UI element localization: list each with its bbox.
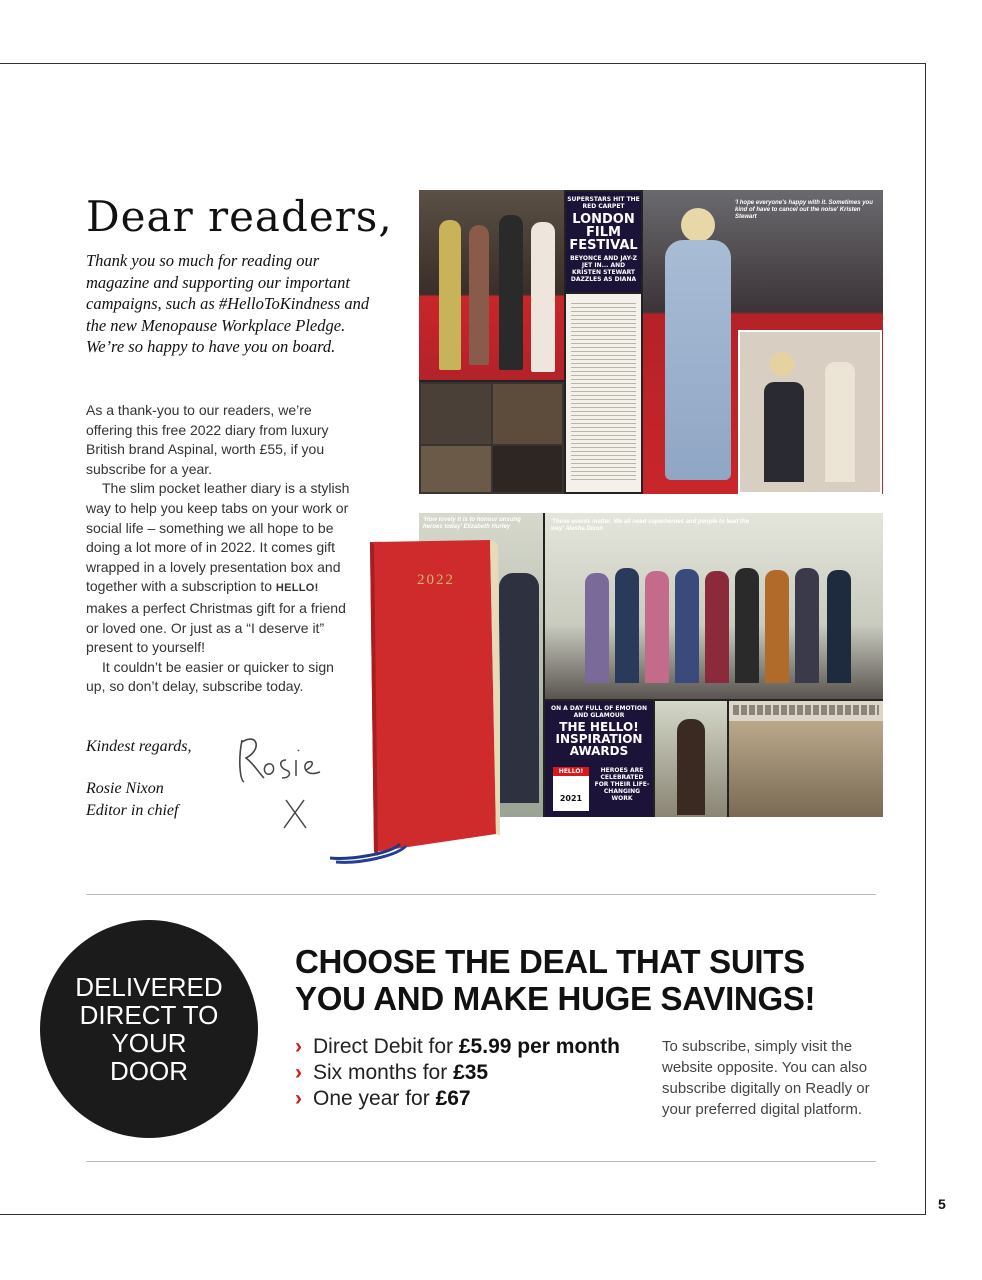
offer-price: £5.99 per month <box>458 1035 620 1058</box>
letter-body <box>86 401 351 697</box>
offer-label: Direct Debit for <box>313 1035 459 1058</box>
alesha-quote: 'These events matter. We all need superheroes and people to lead the way' Alesha Dixon <box>551 519 750 532</box>
kristen-quote: 'I hope everyone's happy with it. Sometimes you kind of have to cancel out the noise' Kristen Stewart <box>735 200 873 220</box>
offer-price: £35 <box>453 1061 489 1084</box>
offer-item[interactable] <box>295 1086 620 1112</box>
delivered-badge-text: DELIVERED DIRECT TO YOUR DOOR <box>75 972 223 1086</box>
spread-headline-sub: BEYONCE AND JAY-Z JET IN... AND KRISTEN STEWART DAZZLES AS DIANA <box>570 255 637 283</box>
offer-label: One year for <box>313 1087 436 1110</box>
letter-paragraph-2 <box>86 479 351 657</box>
offer-item[interactable] <box>295 1060 620 1086</box>
offer-item[interactable] <box>295 1034 620 1060</box>
letter-intro: Thank you so much for reading our magazine and supporting our important campaigns, such as #HelloToKindness and the new Menopause Workplace Pledge. We’re so happy to have you on board. <box>86 251 370 356</box>
aspinal-diary-image <box>330 534 500 864</box>
delivered-badge <box>40 920 258 1138</box>
awards-badge-year: 2021 <box>559 794 583 803</box>
premiere-inset-photo <box>738 330 882 494</box>
divider-bottom <box>86 1161 876 1162</box>
offer-list <box>295 1034 620 1112</box>
awards-headline-box <box>545 701 653 817</box>
spread-headline-box <box>566 192 641 292</box>
event-photos-grid <box>419 382 564 494</box>
spread-headline-big: LONDON FILM FESTIVAL <box>569 212 638 253</box>
spread-headline-small: SUPERSTARS HIT THE RED CARPET <box>567 196 640 210</box>
hurley-quote: 'How lovely it is to honour unsung heroes today' Elizabeth Hurley <box>423 517 521 530</box>
editor-name: Rosie Nixon <box>86 780 164 797</box>
offer-price: £67 <box>435 1087 471 1110</box>
awards-group-photo <box>545 513 883 699</box>
awards-badge <box>553 767 589 811</box>
diary-year: 2022 <box>417 572 455 588</box>
divider-top <box>86 894 876 895</box>
letter-paragraph-3: It couldn’t be easier or quicker to sign up, so don’t delay, subscribe today. <box>86 658 334 695</box>
letter-paragraph-2b: makes a perfect Christmas gift for a friend or loved one. Or just as a “I deserve it” present to yourself! <box>86 599 346 656</box>
awards-headline: THE HELLO! INSPIRATION AWARDS <box>555 720 643 758</box>
letter-title: Dear readers, <box>86 192 393 241</box>
page-number: 5 <box>938 1196 946 1212</box>
kristen-stewart-photo <box>643 190 883 494</box>
letter-paragraph-1: As a thank-you to our readers, we’re offering this free 2022 diary from luxury British brand Aspinal, worth £55, if you subscribe for a year. <box>86 402 329 477</box>
ceremony-photos <box>729 701 883 817</box>
chevron-right-icon: › <box>295 1035 302 1058</box>
offer-label: Six months for <box>313 1061 454 1084</box>
presenter-photo <box>655 701 727 817</box>
awards-badge-logo: HELLO! <box>553 767 589 776</box>
article-text-column <box>566 294 641 492</box>
awards-sub: HEROES ARE CELEBRATED FOR THEIR LIFE-CHANGING WORK <box>594 767 650 802</box>
chevron-right-icon: › <box>295 1061 302 1084</box>
signature-image <box>228 720 338 840</box>
hello-logo: HELLO! <box>275 582 319 595</box>
magazine-spread-film-festival <box>419 190 883 494</box>
letter-paragraph-2a: The slim pocket leather diary is a stylish way to help you keep tabs on your work or social life – something we all hope to be doing a lot more of in 2022. It comes gift wrapped in a lovely presentation box and together with a subscription to <box>86 480 350 595</box>
red-carpet-photo <box>419 190 564 380</box>
deal-headline: CHOOSE THE DEAL THAT SUITS YOU AND MAKE HUGE SAVINGS! <box>295 943 816 1017</box>
awards-kicker: ON A DAY FULL OF EMOTION AND GLAMOUR <box>550 705 648 719</box>
subscribe-note: To subscribe, simply visit the website opposite. You can also subscribe digitally on Readly or your preferred digital platform. <box>662 1038 870 1118</box>
chevron-right-icon: › <box>295 1087 302 1110</box>
letter-regards: Kindest regards, <box>86 738 192 755</box>
editor-title: Editor in chief <box>86 802 179 819</box>
